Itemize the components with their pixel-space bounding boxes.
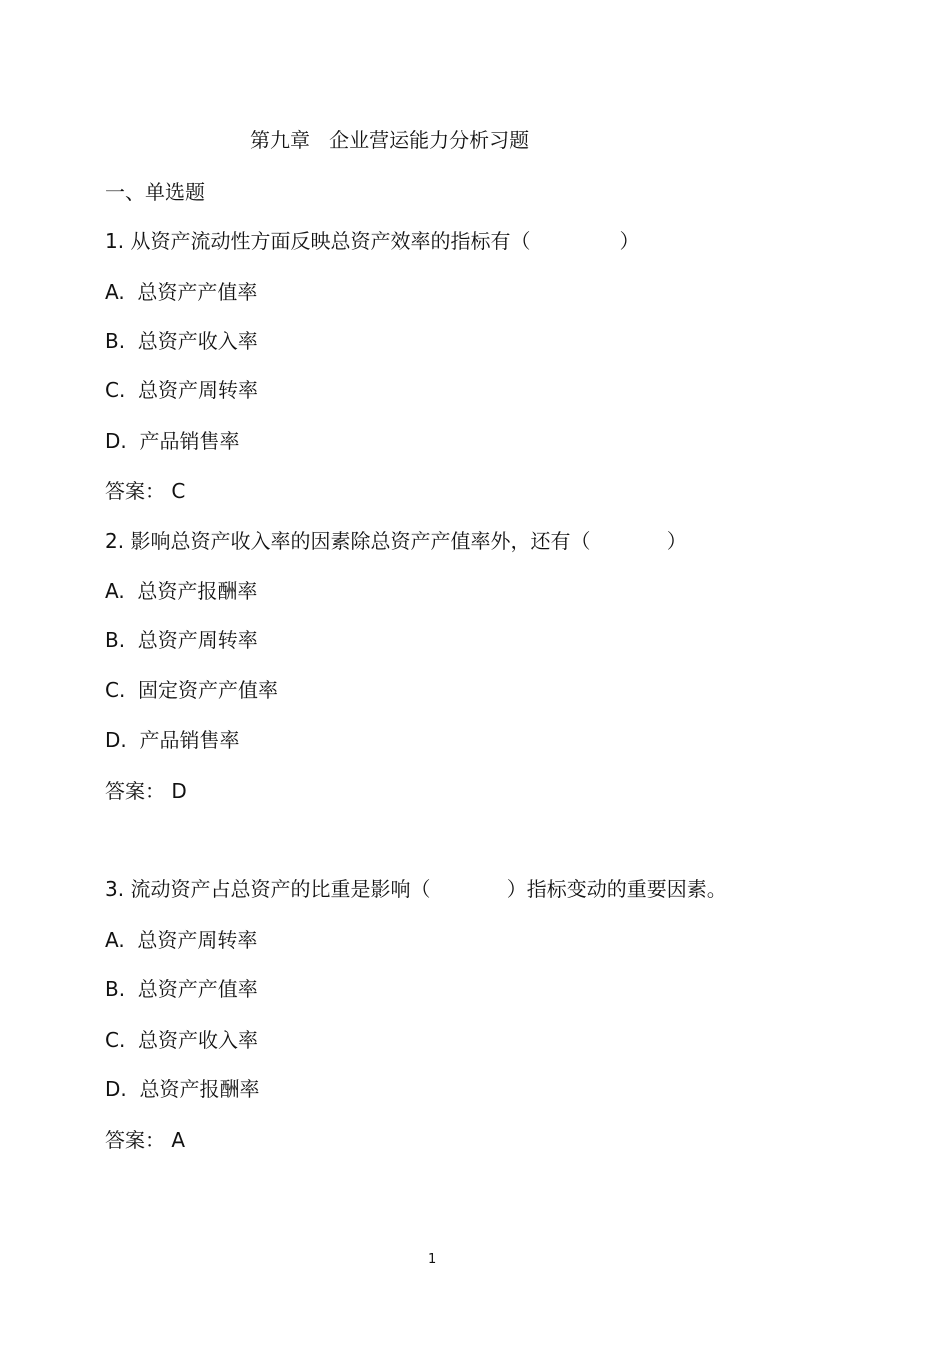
question-1-option-d: D. 产品销售率 (105, 429, 240, 453)
question-2-stem: 2. 影响总资产收入率的因素除总资产产值率外，还有（ ） (105, 529, 687, 553)
question-2-option-b: B. 总资产周转率 (105, 628, 258, 652)
question-1-option-a: A. 总资产产值率 (105, 280, 258, 304)
question-3-option-b: B. 总资产产值率 (105, 977, 258, 1001)
page-number: 1 (428, 1252, 437, 1267)
question-3-option-a: A. 总资产周转率 (105, 928, 258, 952)
question-1-stem: 1. 从资产流动性方面反映总资产效率的指标有（ ） (105, 229, 640, 253)
question-2-answer: 答案： D (105, 779, 187, 803)
question-1-option-b: B. 总资产收入率 (105, 329, 258, 353)
question-2-option-a: A. 总资产报酬率 (105, 579, 258, 603)
question-1-answer: 答案： C (105, 479, 186, 503)
question-3-answer: 答案： A (105, 1128, 186, 1152)
question-2-option-d: D. 产品销售率 (105, 728, 240, 752)
question-2-option-c: C. 固定资产产值率 (105, 678, 279, 702)
question-3-option-c: C. 总资产收入率 (105, 1028, 259, 1052)
question-1-option-c: C. 总资产周转率 (105, 378, 259, 402)
section-heading: 一、单选题 (105, 180, 205, 204)
question-3-stem: 3. 流动资产占总资产的比重是影响（ ）指标变动的重要因素。 (105, 877, 727, 901)
chapter-title: 第九章 企业营运能力分析习题 (250, 128, 530, 152)
question-3-option-d: D. 总资产报酬率 (105, 1077, 260, 1101)
